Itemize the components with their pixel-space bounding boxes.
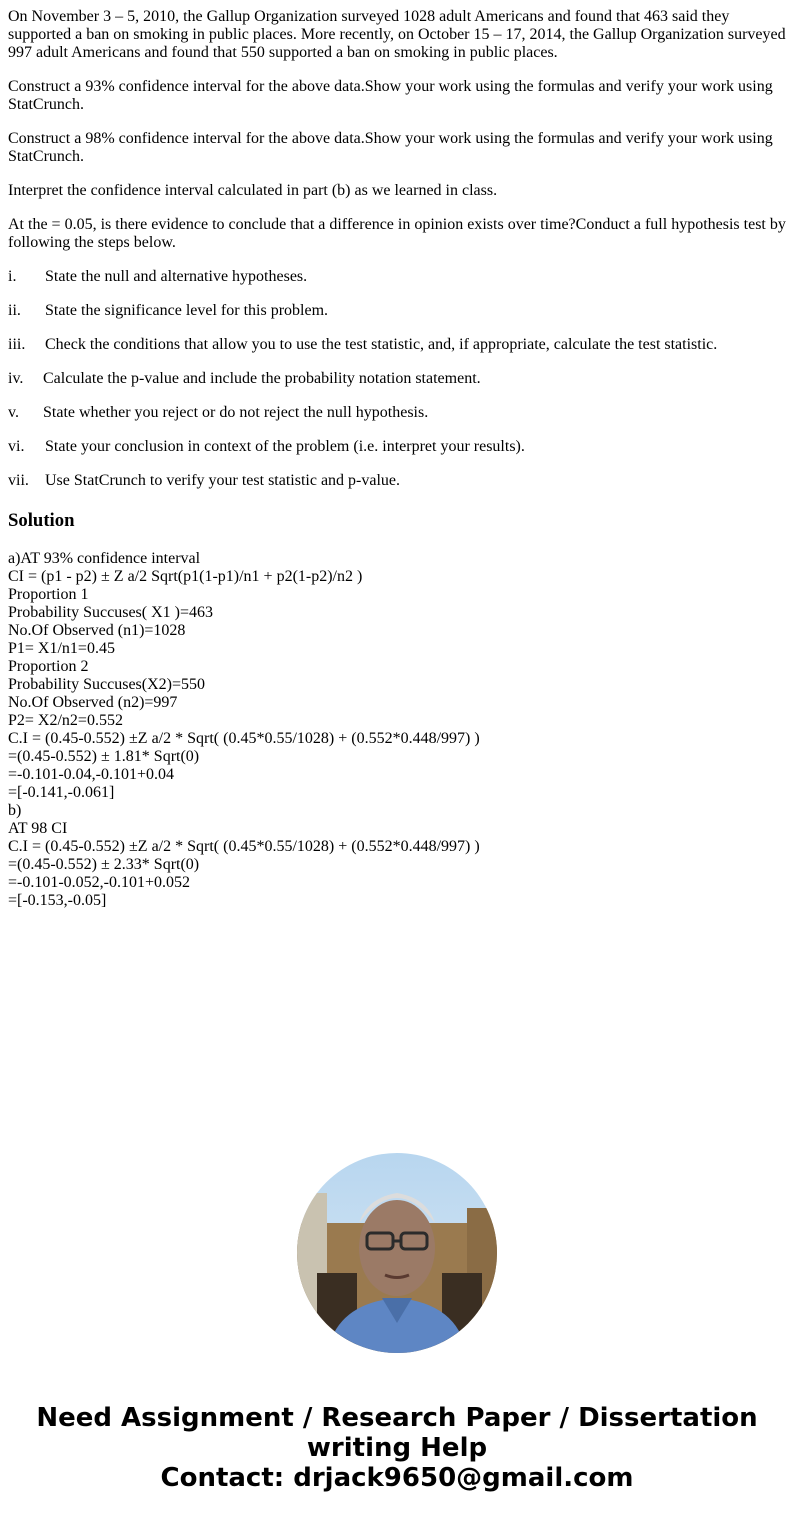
solution-line: AT 98 CI [8,820,68,837]
question-part-b: Construct a 98% confidence interval for the above data.Show your work using the formulas and verify your work using StatCrunch. [8,130,773,165]
solution-line: P2= X2/n2=0.552 [8,712,123,729]
document-body [8,8,788,910]
question-part-d: At the = 0.05, is there evidence to conclude that a difference in opinion exists over time?Conduct a full hypothesis test by following the steps below. [8,216,786,251]
step-item [8,438,788,456]
solution-line: =(0.45-0.552) ± 2.33* Sqrt(0) [8,856,200,873]
solution-body [8,550,788,910]
question-intro: On November 3 – 5, 2010, the Gallup Organization surveyed 1028 adult Americans and found that 463 said they supported a ban on smoking in public places. More recently, on October 15 – 17, 2014, the Gallup Organization surveyed 997 adult Americans and found that 550 supported a ban on smoking in public places. [8,8,786,61]
step-number: v. [8,404,19,421]
author-avatar [297,1153,497,1353]
solution-line: C.I = (0.45-0.552) ±Z a/2 * Sqrt( (0.45*0.55/1028) + (0.552*0.448/997) ) [8,730,480,747]
step-text: Use StatCrunch to verify your test statistic and p-value. [45,472,401,489]
solution-line: =[-0.153,-0.05] [8,892,107,909]
solution-line: Proportion 2 [8,658,89,675]
solution-line: =-0.101-0.04,-0.101+0.04 [8,766,175,783]
solution-line: CI = (p1 - p2) ± Z a/2 Sqrt(p1(1-p1)/n1 + p2(1-p2)/n2 ) [8,568,363,585]
step-item [8,336,788,354]
step-text: Calculate the p-value and include the probability notation statement. [43,370,481,387]
step-text: State your conclusion in context of the problem (i.e. interpret your results). [45,438,525,455]
step-number: i. [8,268,17,285]
step-number: iii. [8,336,26,353]
solution-heading: Solution [8,510,75,531]
step-item [8,370,788,388]
promo-banner [0,1403,794,1493]
promo-contact: Contact: drjack9650@gmail.com [160,1463,634,1493]
solution-line: =-0.101-0.052,-0.101+0.052 [8,874,191,891]
solution-line: b) [8,802,22,819]
step-text: State the significance level for this problem. [45,302,329,319]
solution-line: P1= X1/n1=0.45 [8,640,115,657]
author-photo-icon [297,1153,497,1353]
solution-line: Probability Succuses(X2)=550 [8,676,205,693]
solution-line: =(0.45-0.552) ± 1.81* Sqrt(0) [8,748,200,765]
promo-line: writing Help [306,1433,488,1463]
step-number: ii. [8,302,21,319]
solution-line: =[-0.141,-0.061] [8,784,115,801]
question-part-a: Construct a 93% confidence interval for the above data.Show your work using the formulas and verify your work using StatCrunch. [8,78,773,113]
step-item [8,472,788,490]
solution-line: No.Of Observed (n1)=1028 [8,622,186,639]
step-text: Check the conditions that allow you to use the test statistic, and, if appropriate, calculate the test statistic. [45,336,718,353]
solution-line: Probability Succuses( X1 )=463 [8,604,213,621]
solution-line: a)AT 93% confidence interval [8,550,201,567]
promo-line: Need Assignment / Research Paper / Dissertation [36,1403,758,1433]
step-item [8,404,788,422]
question-part-c: Interpret the confidence interval calculated in part (b) as we learned in class. [8,182,498,199]
step-item [8,268,788,286]
step-number: vi. [8,438,25,455]
step-item [8,302,788,320]
solution-line: C.I = (0.45-0.552) ±Z a/2 * Sqrt( (0.45*0.55/1028) + (0.552*0.448/997) ) [8,838,480,855]
solution-line: No.Of Observed (n2)=997 [8,694,178,711]
step-text: State whether you reject or do not reject the null hypothesis. [43,404,429,421]
step-number: iv. [8,370,24,387]
step-text: State the null and alternative hypotheses. [45,268,308,285]
solution-line: Proportion 1 [8,586,89,603]
step-number: vii. [8,472,29,489]
